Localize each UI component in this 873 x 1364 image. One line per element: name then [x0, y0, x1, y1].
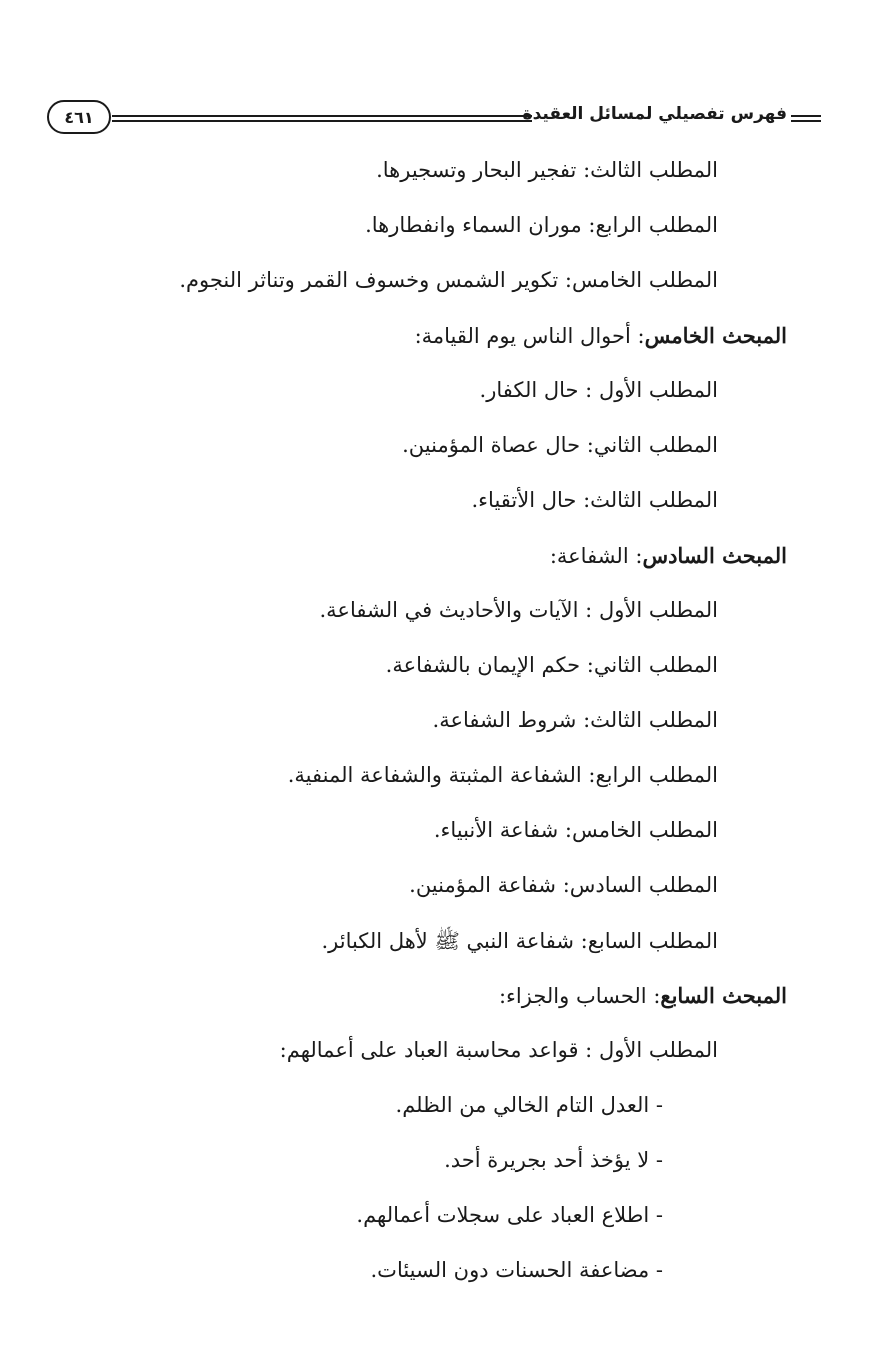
toc-line: المطلب السابع: شفاعة النبي ﷺ لأهل الكبائر. [321, 929, 718, 953]
toc-line: المطلب الثالث: تفجير البحار وتسجيرها. [376, 158, 718, 182]
toc-section-heading: المبحث السادس: الشفاعة: [549, 543, 787, 568]
header-rule [112, 115, 532, 122]
toc-line: المطلب الرابع: موران السماء وانفطارها. [365, 213, 718, 237]
toc-section-heading: المبحث الخامس: أحوال الناس يوم القيامة: [414, 323, 787, 348]
toc-line: المطلب الأول : قواعد محاسبة العباد على أعمالهم: [279, 1038, 718, 1062]
toc-section-heading: المبحث السابع: الحساب والجزاء: [498, 983, 787, 1008]
toc-line: المطلب الخامس: شفاعة الأنبياء. [433, 818, 718, 842]
header-ornament-right [791, 115, 821, 122]
toc-bullet-item: - العدل التام الخالي من الظلم. [395, 1093, 663, 1117]
toc-line: المطلب الأول : الآيات والأحاديث في الشفاعة. [319, 598, 718, 622]
toc-line: المطلب الثالث: حال الأتقياء. [471, 488, 718, 512]
toc-bullet-item: - مضاعفة الحسنات دون السيئات. [370, 1258, 663, 1282]
page-number: ٤٦١ [47, 100, 111, 134]
toc-line: المطلب الثاني: حكم الإيمان بالشفاعة. [385, 653, 718, 677]
toc-line: المطلب الأول : حال الكفار. [479, 378, 718, 402]
toc-line: المطلب السادس: شفاعة المؤمنين. [409, 873, 718, 897]
toc-line: المطلب الرابع: الشفاعة المثبتة والشفاعة المنفية. [287, 763, 718, 787]
toc-line: المطلب الثالث: شروط الشفاعة. [432, 708, 718, 732]
toc-line: المطلب الخامس: تكوير الشمس وخسوف القمر وتناثر النجوم. [179, 268, 718, 292]
running-header-title: فهرس تفصيلي لمسائل العقيدة [522, 104, 787, 124]
toc-bullet-item: - لا يؤخذ أحد بجريرة أحد. [444, 1148, 663, 1172]
toc-bullet-item: - اطلاع العباد على سجلات أعمالهم. [356, 1203, 663, 1227]
toc-line: المطلب الثاني: حال عصاة المؤمنين. [402, 433, 718, 457]
